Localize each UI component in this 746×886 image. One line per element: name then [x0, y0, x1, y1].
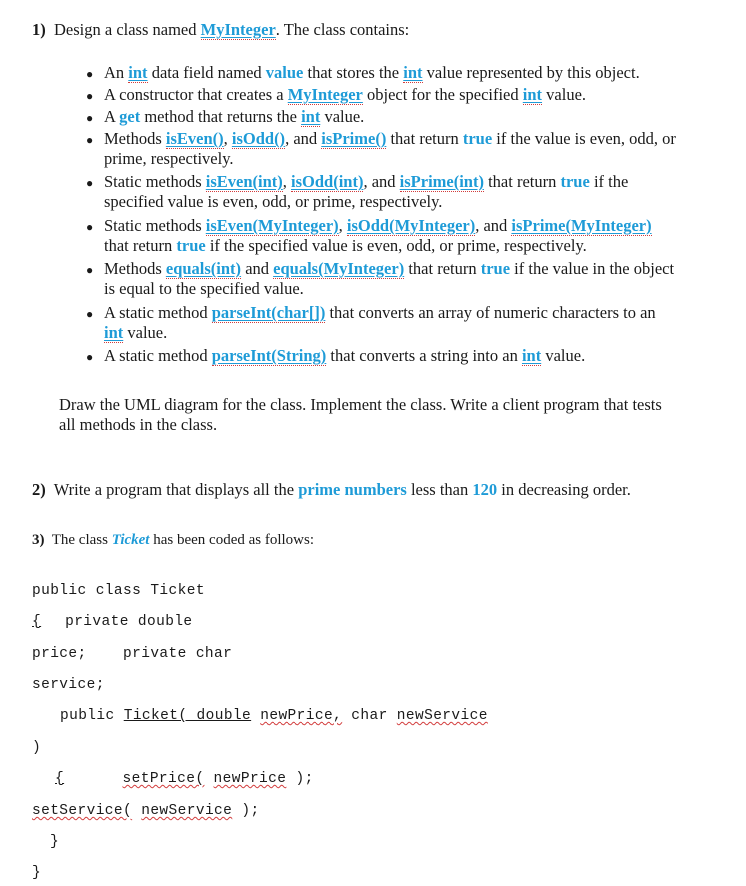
bullet-dot-icon: ● — [86, 307, 94, 321]
code-line-2: { private double — [32, 614, 193, 630]
code-line-7: { setPrice( newPrice ); — [55, 771, 314, 787]
bullet-item-9: A static method parseInt(String) that converts a string into an int value. — [104, 346, 586, 365]
code-line-5: public Ticket( double newPrice, char newService — [60, 708, 488, 724]
q2-paragraph: 2) Write a program that displays all the prime numbers less than 120 in decreasing order. — [32, 480, 631, 499]
bullet-item-6: Static methods isEven(MyInteger), isOdd(MyInteger), and isPrime(MyInteger) — [104, 216, 652, 235]
bullet-item-5-line2: specified value is even, odd, or prime, respectively. — [104, 192, 443, 211]
bullet-dot-icon: ● — [86, 263, 94, 277]
q1-instructions-line2: all methods in the class. — [59, 415, 218, 434]
q1-heading: 1) Design a class named MyInteger. The class contains: — [32, 20, 410, 39]
bullet-item-3: A get method that returns the int value. — [104, 107, 365, 126]
bullet-item-2: A constructor that creates a MyInteger object for the specified int value. — [104, 85, 587, 104]
bullet-item-7: Methods equals(int) and equals(MyInteger) that return true if the value in the object — [104, 259, 675, 278]
code-line-8: setService( newService ); — [32, 803, 260, 819]
code-line-9: } — [50, 834, 60, 850]
bullet-dot-icon: ● — [86, 220, 94, 234]
bullet-item-8: A static method parseInt(char[]) that converts an array of numeric characters to an — [104, 303, 656, 322]
q2-number: 2) — [32, 480, 46, 499]
q1-number: 1) — [32, 20, 46, 39]
bullet-item-7-line2: is equal to the specified value. — [104, 279, 304, 298]
bullet-item-4-line2: prime, respectively. — [104, 149, 234, 168]
class-name-myinteger: MyInteger — [200, 20, 276, 39]
q1-instructions-line1: Draw the UML diagram for the class. Implement the class. Write a client program that tests — [59, 395, 662, 414]
code-line-6: ) — [32, 740, 42, 756]
code-line-3: price; private char — [32, 646, 233, 662]
class-name-ticket: Ticket — [111, 532, 150, 548]
bullet-dot-icon: ● — [86, 111, 94, 125]
code-line-1: public class Ticket — [32, 583, 205, 599]
q3-number: 3) — [32, 532, 45, 548]
bullet-item-8-line2: int value. — [104, 323, 168, 342]
bullet-item-4: Methods isEven(), isOdd(), and isPrime() that return true if the value is even, odd, or — [104, 129, 676, 148]
code-line-4: service; — [32, 677, 105, 693]
bullet-dot-icon: ● — [86, 133, 94, 147]
bullet-dot-icon: ● — [86, 350, 94, 364]
bullet-item-1: An int data field named value that stores the int value represented by this object. — [104, 63, 640, 82]
bullet-item-6-line2: that return true if the specified value is even, odd, or prime, respectively. — [104, 236, 587, 255]
bullet-dot-icon: ● — [86, 176, 94, 190]
bullet-dot-icon: ● — [86, 67, 94, 81]
bullet-item-5: Static methods isEven(int), isOdd(int), and isPrime(int) that return true if the — [104, 172, 629, 191]
q3-paragraph: 3) The class Ticket has been coded as follows: — [32, 532, 315, 548]
code-line-10: } — [32, 865, 42, 881]
bullet-dot-icon: ● — [86, 89, 94, 103]
